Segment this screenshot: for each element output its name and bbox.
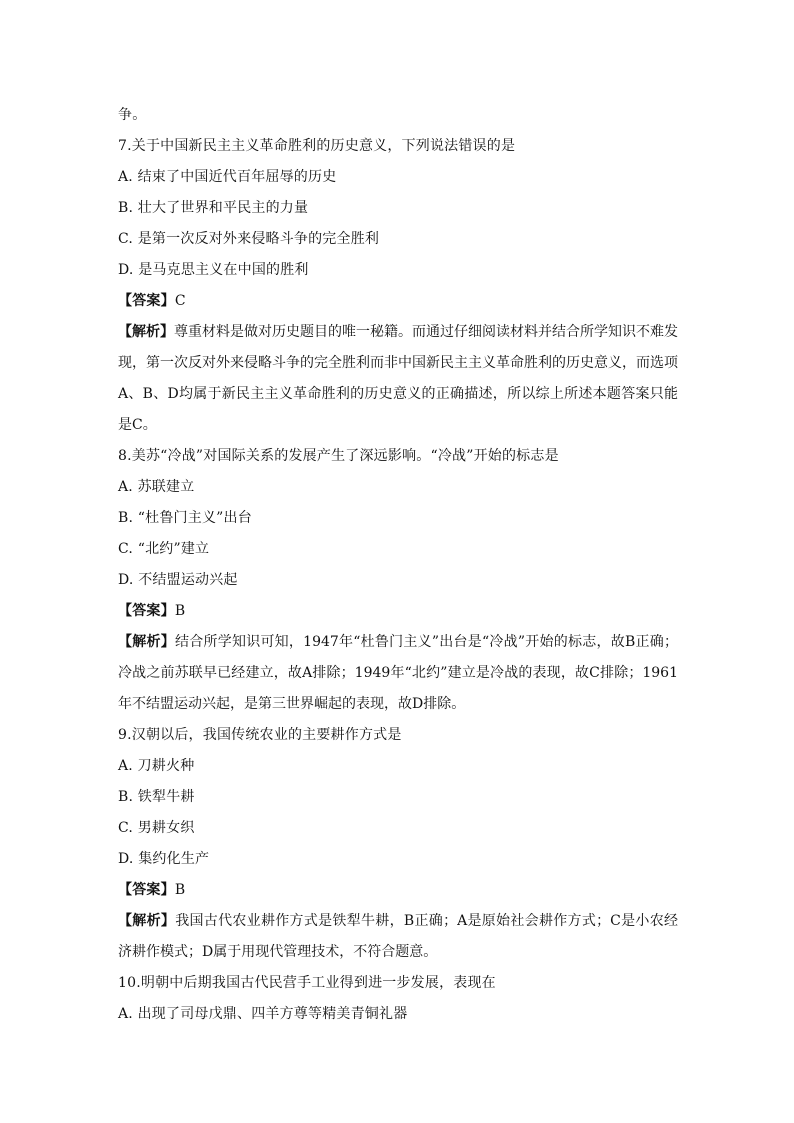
text-line: 10.明朝中后期我国古代民营手工业得到进一步发展，表现在 (118, 975, 496, 991)
document-content (118, 100, 678, 1030)
answer-line (118, 286, 678, 317)
text-line: C. “北约”建立 (118, 541, 210, 557)
text-line: 9.汉朝以后，我国传统农业的主要耕作方式是 (118, 727, 402, 743)
analysis-text: 结合所学知识可知，1947年“杜鲁门主义”出台是“冷战”开始的标志，故B正确；冷战之前苏联早已经建立，故A排除；1949年“北约”建立是冷战的表现，故C排除；1961年不结盟运动兴起，是第三世界崛起的表现，故D排除。 (118, 634, 679, 712)
text-line: A. 苏联建立 (118, 479, 195, 495)
text-line: A. 刀耕火种 (118, 758, 195, 774)
text-line: C. 是第一次反对外来侵略斗争的完全胜利 (118, 231, 380, 247)
text-line: D. 不结盟运动兴起 (118, 572, 238, 588)
text-line: B. 壮大了世界和平民主的力量 (118, 200, 309, 216)
answer-line (118, 875, 678, 906)
analysis-label: 【解析】 (118, 324, 174, 340)
analysis-paragraph (118, 906, 678, 968)
analysis-label: 【解析】 (118, 634, 175, 650)
text-line: 争。 (118, 107, 147, 123)
answer-text: C (174, 293, 186, 309)
text-line: B. “杜鲁门主义”出台 (118, 510, 252, 526)
text-line: 8.美苏“冷战”对国际关系的发展产生了深远影响。“冷战”开始的标志是 (118, 448, 559, 464)
analysis-paragraph (118, 317, 678, 441)
analysis-text: 我国古代农业耕作方式是铁犁牛耕，B正确；A是原始社会耕作方式；C是小农经济耕作模式；D属于用现代管理技术，不符合题意。 (118, 913, 679, 960)
text-line: C. 男耕女织 (118, 820, 195, 836)
text-line: B. 铁犁牛耕 (118, 789, 195, 805)
answer-text: B (174, 603, 186, 619)
answer-text: B (174, 882, 186, 898)
analysis-paragraph (118, 627, 678, 720)
answer-label: 【答案】 (118, 293, 175, 309)
text-line: A. 结束了中国近代百年屈辱的历史 (118, 169, 337, 185)
answer-label: 【答案】 (118, 603, 175, 619)
answer-line (118, 596, 678, 627)
text-line: 7.关于中国新民主主义革命胜利的历史意义，下列说法错误的是 (118, 138, 516, 154)
text-line: D. 是马克思主义在中国的胜利 (118, 262, 309, 278)
answer-label: 【答案】 (118, 882, 175, 898)
text-line: D. 集约化生产 (118, 851, 210, 867)
text-line: A. 出现了司母戊鼎、四羊方尊等精美青铜礼器 (118, 1006, 408, 1022)
analysis-text: 尊重材料是做对历史题目的唯一秘籍。而通过仔细阅读材料并结合所学知识不难发现，第一次反对外来侵略斗争的完全胜利而非中国新民主主义革命胜利的历史意义，而选项A、B、D均属于新民主主义革命胜利的历史意义的正确描述，所以综上所述本题答案只能是C。 (118, 324, 678, 433)
analysis-label: 【解析】 (118, 913, 176, 929)
